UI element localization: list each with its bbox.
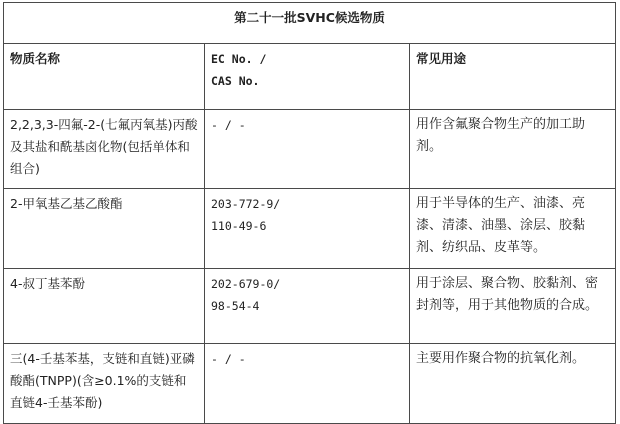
header-common-use: 常见用途 [410,44,616,110]
common-use-cell: 用于半导体的生产、油漆、亮漆、清漆、油墨、涂层、胶黏剂、纺织品、皮革等。 [410,189,616,269]
substance-name-cell: 三(4-壬基苯基，支链和直链)亚磷酸酯(TNPP)(含≥0.1%的支链和直链4-壬基苯酚) [4,344,205,424]
common-use-cell: 主要用作聚合物的抗氧化剂。 [410,344,616,424]
table-row [4,110,616,189]
substance-name-cell: 4-叔丁基苯酚 [4,269,205,344]
header-row [4,44,616,110]
table-row [4,269,616,344]
common-use-cell: 用作含氟聚合物生产的加工助剂。 [410,110,616,189]
table-title: 第二十一批SVHC候选物质 [4,3,616,44]
table-row [4,189,616,269]
ec-cas-cell: - / - [205,344,410,424]
table-row [4,344,616,424]
header-ec-cas: EC No. / CAS No. [205,44,410,110]
header-substance-name: 物质名称 [4,44,205,110]
substance-name-cell: 2-甲氧基乙基乙酸酯 [4,189,205,269]
substance-name-cell: 2,2,3,3-四氟-2-(七氟丙氧基)丙酸及其盐和酰基卤化物(包括单体和组合) [4,110,205,189]
svhc-table [3,2,616,424]
ec-cas-cell: 203-772-9/ 110-49-6 [205,189,410,269]
common-use-cell: 用于涂层、聚合物、胶黏剂、密封剂等，用于其他物质的合成。 [410,269,616,344]
ec-cas-cell: 202-679-0/ 98-54-4 [205,269,410,344]
ec-cas-cell: - / - [205,110,410,189]
title-row [4,3,616,44]
